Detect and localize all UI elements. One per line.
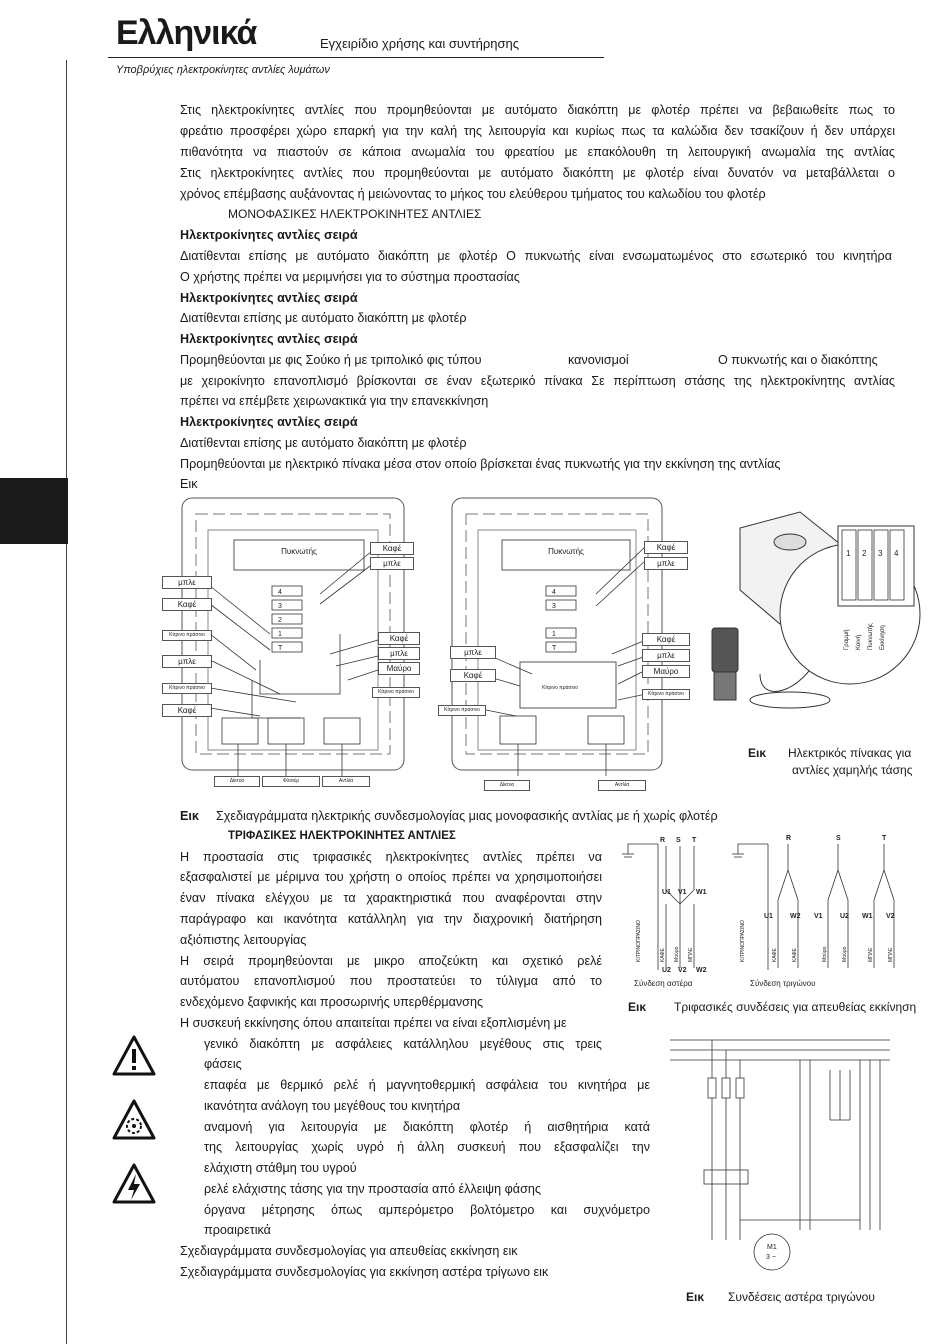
delta-label: Σύνδεση τριγώνου [750, 979, 816, 988]
header-rule [108, 57, 604, 58]
bullet-line: όργανα μέτρησης όπως αμπερόμετρο βολτόμετρο και συχνόμετρο [204, 1203, 650, 1217]
rotating-parts-icon [112, 1098, 156, 1142]
terminal-4: 4 [278, 589, 282, 596]
tri-heading: ΤΡΙΦΑΣΙΚΕΣ ΗΛΕΚΤΡΟΚΙΝΗΤΕΣ ΑΝΤΛΙΕΣ [228, 830, 456, 842]
tri-line: παράγραφο και ικανότητα κατάλληλη για την διαχρονική διατήρηση [180, 912, 602, 926]
wire-label: Καφέ [162, 704, 212, 717]
series-heading: Ηλεκτροκίνητες αντλίες σειρά [180, 332, 358, 346]
wire-label: Κοινή [856, 635, 862, 650]
electric-hazard-icon [112, 1162, 156, 1206]
star-delta-connection-diagram [618, 830, 938, 990]
pump-label: Αντλία [322, 776, 370, 787]
figure-caption: Συνδέσεις αστέρα τριγώνου [728, 1290, 875, 1304]
control-box-illustration [700, 504, 930, 724]
series-text: Ο πυκνωτής και ο διακόπτης [718, 353, 878, 367]
language-title: Ελληνικά [116, 14, 257, 52]
section-subtitle: Υποβρύχιες ηλεκτροκίνητες αντλίες λυμάτων [116, 64, 330, 76]
series-text: Προμηθεύονται με φις Σούκο ή με τριπολικό φις τύπου [180, 353, 482, 367]
terminal-label: V1 [678, 889, 687, 896]
series-text: Διατίθενται επίσης με αυτόματο διακόπτη με φλοτέρ Ο πυκνωτής είναι ενσωματωμένος στο εσωτερικό του κινητήρα [180, 249, 892, 263]
phase-label: R [786, 835, 792, 842]
wire-label: ΜΠΛΕ [888, 947, 894, 962]
terminal-number: 2 [862, 549, 867, 558]
end-line: Σχεδιαγράμματα συνδεσμολογίας για εκκίνηση αστέρα τρίγωνο εικ [180, 1265, 549, 1279]
wire-label: μπλε [370, 557, 414, 570]
wire-label: Κίτρινο πράσινο [438, 705, 486, 716]
series-heading: Ηλεκτροκίνητες αντλίες σειρά [180, 415, 358, 429]
terminal-t: T [278, 645, 283, 652]
tri-line: αξιόπιστης λειτουργίας [180, 933, 307, 947]
wire-label: Μαύρο [378, 662, 420, 675]
figure-ref: Εικ [628, 1000, 647, 1014]
terminal-2: 2 [278, 617, 282, 624]
terminal-label: W1 [862, 913, 873, 920]
series-text: με χειροκίνητο επανοπλισμό βρίσκονται σε έναν εξωτερικό πίνακα Σε περίπτωση στάσης της ηλεκτροκίνητης αντλίας [180, 374, 895, 388]
bullet-line: ικανότητα ανάλογη του μεγέθους του κινητήρα [204, 1099, 461, 1113]
wire-label: μπλε [162, 576, 212, 589]
figure-ref: Εικ [686, 1290, 705, 1304]
wire-label: Κίτρινο πράσινο [162, 630, 212, 641]
star-delta-starter-schematic [660, 1030, 900, 1280]
pump-label: Αντλία [598, 780, 646, 791]
star-label: Σύνδεση αστέρα [634, 979, 693, 988]
terminal-label: V2 [678, 967, 687, 974]
tri-line: εξασφαλιστεί με μέριμνα του χρήστη ο οποίος πρέπει να χρησιμοποιήσει [180, 870, 602, 884]
figure-ref: Εικ [748, 746, 767, 760]
end-line: Σχεδιαγράμματα συνδεσμολογίας για απευθείας εκκίνηση εικ [180, 1244, 518, 1258]
intro-line: Στις ηλεκτροκίνητες αντλίες που προμηθεύονται με αυτόματο διακόπτη με φλοτέρ είναι δυνατόν να μεταβάλλεται ο [180, 166, 895, 180]
terminal-t: T [552, 645, 557, 652]
wire-label: ΜΠΛΕ [868, 947, 874, 962]
wire-label: Καφέ [162, 598, 212, 611]
phase-label: R [660, 837, 666, 844]
intro-line: Στις ηλεκτροκίνητες αντλίες που προμηθεύονται με αυτόματο διακόπτη με φλοτέρ πρέπει να βεβαιωθείτε πως το [180, 103, 895, 117]
wire-label: Καφέ [370, 542, 414, 555]
series-heading: Ηλεκτροκίνητες αντλίες σειρά [180, 291, 358, 305]
series-text: πρέπει να επέμβετε χειρωνακτικά για την επανεκκίνηση [180, 394, 489, 408]
wire-label: Μαύρο [674, 946, 680, 962]
terminal-3: 3 [278, 603, 282, 610]
ground-label: ΚΙΤΡΙΝΟΠΡΑΣΙΝΟ [636, 920, 642, 962]
wire-label: ΚΑΦΕ [792, 948, 798, 962]
wire-label: Εκκίνηση [880, 625, 886, 650]
wire-label: Μαύρο [842, 946, 848, 962]
tri-line: Η προστασία στις τριφασικές ηλεκτροκίνητες αντλίες πρέπει να [180, 850, 602, 864]
tri-line: Η σειρά προμηθεύονται με μικρο αποζεύκτη και σχετικό ρελέ [180, 954, 602, 968]
wire-label: ΚΑΦΕ [772, 948, 778, 962]
bullet-line: ελάχιστη στάθμη του υγρού [204, 1161, 357, 1175]
phase-label: S [676, 837, 681, 844]
wire-label: Καφέ [642, 633, 690, 646]
section-tab [0, 478, 68, 544]
terminal-number: 1 [846, 549, 851, 558]
wire-label: Καφέ [644, 541, 688, 554]
terminal-3: 3 [552, 603, 556, 610]
terminal-label: W2 [696, 967, 707, 974]
tri-line: ενδεχόμενο ξαφνικής και προσωρινής υπερθέρμανσης [180, 995, 484, 1009]
manual-subtitle: Εγχειρίδιο χρήσης και συντήρησης [320, 36, 520, 51]
intro-line: χρόνος επέμβασης αυξάνοντας ή μειώνοντας το μήκος του ελεύθερου τμήματος του καλωδίου του φλοτέρ [180, 187, 766, 201]
series-text: κανονισμοί [568, 353, 629, 367]
terminal-number: 3 [878, 549, 883, 558]
phase-label: S [836, 835, 841, 842]
mono-heading: ΜΟΝΟΦΑΣΙΚΕΣ ΗΛΕΚΤΡΟΚΙΝΗΤΕΣ ΑΝΤΛΙΕΣ [228, 207, 482, 221]
wire-label: μπλε [378, 647, 420, 660]
intro-line: φρεάτιο προσφέρει χώρο επαρκή για την καλή της λειτουργία και κυρίως πως τα καλώδια δεν τσακίζουν ή δεν υπάρχει [180, 124, 895, 138]
margin-line [66, 60, 67, 1344]
wire-label: Καφέ [450, 669, 496, 682]
terminal-label: U1 [662, 889, 671, 896]
wire-label: ΜΠΛΕ [688, 947, 694, 962]
terminal-4: 4 [552, 589, 556, 596]
bullet-line: αναμονή για λειτουργία με διακόπτη φλοτέρ ή αισθητήρια κατά [204, 1120, 650, 1134]
capacitor-label: Πυκνωτής [548, 547, 584, 556]
figure-caption: Ηλεκτρικός πίνακας για [788, 746, 912, 760]
terminal-label: U2 [662, 967, 671, 974]
tri-line: αυτόματου επανοπλισμού που προστατεύει το τύλιγμα από το [180, 974, 602, 988]
wire-label: Γραμμή [844, 629, 850, 650]
series-text: Διατίθενται επίσης με αυτόματο διακόπτη με φλοτέρ [180, 436, 467, 450]
motor-label: 3 ~ [766, 1254, 776, 1261]
wire-label: Κίτρινο πράσινο [530, 684, 590, 693]
terminal-label: V2 [886, 913, 895, 920]
terminal-1: 1 [278, 631, 282, 638]
warning-icon [112, 1034, 156, 1078]
wire-label: Πυκνωτής [868, 623, 874, 650]
phase-label: T [882, 835, 887, 842]
terminal-label: V1 [814, 913, 823, 920]
wire-label: Μαύρο [822, 946, 828, 962]
series-text: Ο χρήστης πρέπει να μεριμνήσει για το σύστημα προστασίας [180, 270, 520, 284]
wire-label: μπλε [162, 655, 212, 668]
network-label: Δίκτυο [214, 776, 260, 787]
figure-ref: Εικ [180, 809, 199, 823]
terminal-number: 4 [894, 549, 899, 558]
bullet-line: προαιρετικά [204, 1223, 271, 1237]
wiring-diagram-with-float [160, 494, 410, 790]
wire-label: μπλε [642, 649, 690, 662]
figure-caption: αντλίες χαμηλής τάσης [792, 763, 913, 777]
float-label: Φλοτέρ [262, 776, 320, 787]
figure-caption: Σχεδιαγράμματα ηλεκτρικής συνδεσμολογίας μιας μονοφασικής αντλίας με ή χωρίς φλοτέρ [216, 809, 718, 823]
series-text: Διατίθενται επίσης με αυτόματο διακόπτη με φλοτέρ [180, 311, 467, 325]
wire-label: Κίτρινο πράσινο [642, 689, 690, 700]
tri-line: Η συσκευή εκκίνησης όπου απαιτείται πρέπει να είναι εξοπλισμένη με [180, 1016, 567, 1030]
terminal-label: U1 [764, 913, 773, 920]
network-label: Δίκτυο [484, 780, 530, 791]
bullet-line: γενικό διακόπτη με ασφάλειες κατάλληλου μεγέθους στις τρεις [204, 1037, 602, 1051]
wire-label: ΚΑΦΕ [660, 948, 666, 962]
wire-label: Κίτρινο πράσινο [372, 687, 420, 698]
terminal-1: 1 [552, 631, 556, 638]
bullet-line: επαφέα με θερμικό ρελέ ή μαγνητοθερμική ασφάλεια του κινητήρα με [204, 1078, 650, 1092]
terminal-label: U2 [840, 913, 849, 920]
bullet-line: ρελέ ελάχιστης τάσης για την προστασία από έλλειψη φάσης [204, 1182, 541, 1196]
intro-line: πιθανότητα να πιαστούν σε κάποια ανωμαλία του φρεατίου με επακόλουθη τη λειτουργική ανωμαλία της αντλίας [180, 145, 895, 159]
wire-label: μπλε [450, 646, 496, 659]
left-margin [0, 0, 68, 1344]
bullet-line: της λειτουργίας χωρίς υγρό ή άλλη συσκευή που εξασφαλίζει την [204, 1140, 650, 1154]
series-text: Προμηθεύονται με ηλεκτρικό πίνακα μέσα στον οποίο βρίσκεται ένας πυκνωτής για την εκκίνηση της αντλίας [180, 457, 781, 471]
bullet-line: φάσεις [204, 1057, 242, 1071]
wire-label: Καφέ [378, 632, 420, 645]
series-heading: Ηλεκτροκίνητες αντλίες σειρά [180, 228, 358, 242]
figure-caption: Τριφασικές συνδέσεις για απευθείας εκκίνηση [674, 1000, 917, 1014]
terminal-label: W2 [790, 913, 801, 920]
wire-label: Μαύρο [642, 665, 690, 678]
capacitor-label: Πυκνωτής [281, 547, 317, 556]
motor-label: M1 [767, 1244, 777, 1251]
figure-ref: Εικ [180, 477, 198, 491]
phase-label: T [692, 837, 697, 844]
tri-line: έναν πίνακα ελέγχου με τα χαρακτηριστικά που αναφέρονται στην [180, 891, 602, 905]
terminal-label: W1 [696, 889, 707, 896]
wire-label: μπλε [644, 557, 688, 570]
wire-label: Κίτρινο πράσινο [162, 683, 212, 694]
ground-label: ΚΙΤΡΙΝΟΠΡΑΣΙΝΟ [740, 920, 746, 962]
